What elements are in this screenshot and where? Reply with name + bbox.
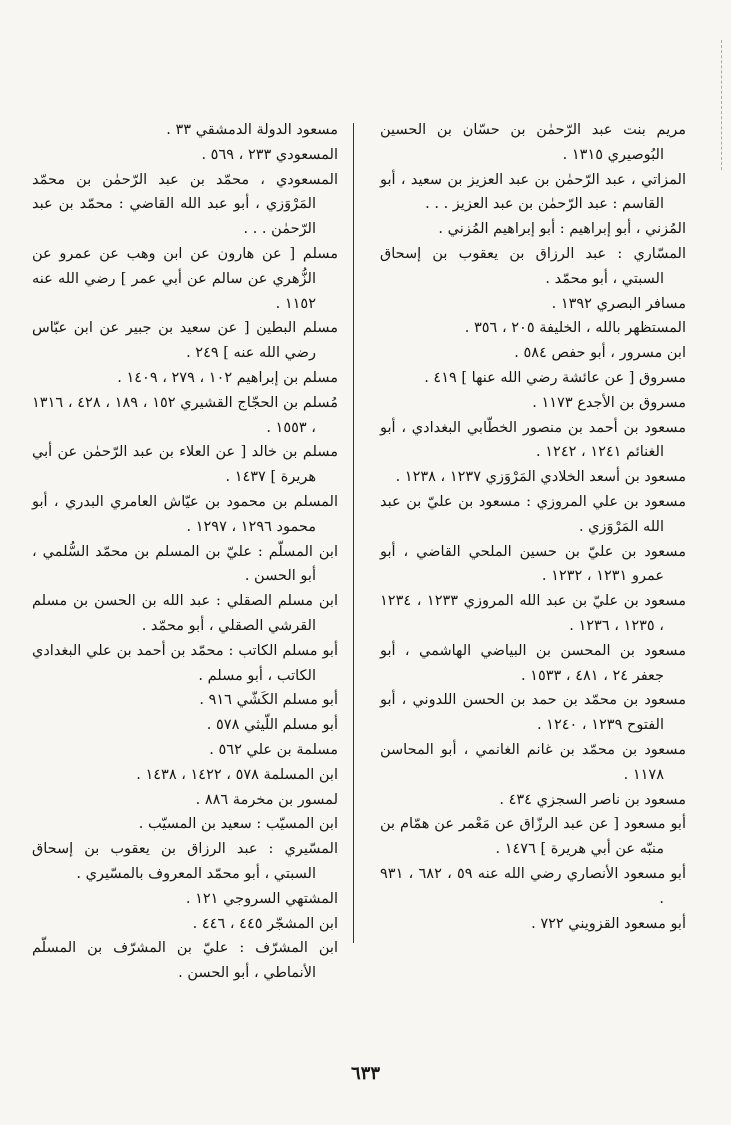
- index-entry: ابن المسلّم : عليّ بن المسلم بن محمّد السُّلمي ، أبو الحسن .: [32, 543, 338, 585]
- index-entry: المسلم بن محمود بن عيّاش العامري البدري ، أبو محمود ١٢٩٦ ، ١٢٩٧ .: [32, 493, 338, 535]
- index-entry: مسعود بن المحسن بن البياضي الهاشمي ، أبو جعفر ٢٤ ، ٤٨١ ، ١٥٣٣ .: [380, 642, 686, 684]
- index-entry: مسعود بن علي المروزي : مسعود بن عليّ بن عبد الله المَرْوَزي .: [380, 493, 686, 535]
- index-entry: لمسور بن مخرمة ٨٨٦ .: [195, 791, 338, 808]
- index-entry: أبو مسلم الكَشّي ٩١٦ .: [199, 692, 338, 709]
- index-entry: مسعود بن أسعد الخلادي المَرْوَزي ١٢٣٧ ، ١٢٣٨ .: [395, 469, 686, 486]
- index-column-right: [380, 118, 686, 936]
- index-entry: المشتهي السروجي ١٢١ .: [185, 890, 338, 907]
- index-entry: المستظهر بالله ، الخليفة ٢٠٥ ، ٣٥٦ .: [464, 320, 686, 337]
- index-entry: مسافر البصري ١٣٩٢ .: [551, 295, 686, 312]
- index-entry: ابن مسرور ، أبو حفص ٥٨٤ .: [514, 345, 686, 362]
- index-column-left: [32, 118, 338, 986]
- index-entry: مسلمة بن علي ٥٦٢ .: [209, 741, 338, 758]
- index-entry: ابن مسلم الصقلي : عبد الله بن الحسن بن مسلم القرشي الصقلي ، أبو محمّد .: [32, 593, 338, 634]
- index-entry: المزاتي ، عبد الرّحمٰن بن عبد العزيز بن سعيد ، أبو القاسم : عبد الرّحمٰن بن عبد العزيز . . .: [380, 171, 686, 213]
- index-entry: أبو مسلم اللّيثي ٥٧٨ .: [206, 717, 338, 734]
- index-entry: مسعود بن ناصر السجزي ٤٣٤ .: [499, 791, 686, 808]
- index-entry: مسعود بن أحمد بن منصور الخطّابي البغدادي ، أبو الغنائم ١٢٤١ ، ١٢٤٢ .: [380, 419, 686, 461]
- index-entry: مسروق [ عن عائشة رضي الله عنها ] ٤١٩ .: [424, 369, 686, 386]
- index-entry: مسلم بن إبراهيم ١٠٢ ، ٢٧٩ ، ١٤٠٩ .: [117, 369, 338, 386]
- scan-edge-mark: [719, 40, 722, 170]
- index-entry: مسلم البطين [ عن سعيد بن جبير عن ابن عبّاس رضي الله عنه ] ٢٤٩ .: [32, 320, 338, 362]
- index-entry: مسعود الدولة الدمشقي ٣٣ .: [166, 122, 338, 138]
- index-entry: ابن المسيّب : سعيد بن المسيّب .: [138, 816, 338, 833]
- index-entry: ابن المسلمة ٥٧٨ ، ١٤٢٢ ، ١٤٣٨ .: [136, 766, 338, 783]
- index-entry: ابن المشجّر ٤٤٥ ، ٤٤٦ .: [192, 915, 338, 932]
- index-entry: مسروق بن الأجدع ١١٧٣ .: [532, 394, 686, 411]
- index-entry: ابن المشرّف : عليّ بن المشرّف بن المسلّم الأنماطي ، أبو الحسن .: [32, 940, 338, 982]
- index-entry: المسّاري : عبد الرزاق بن يعقوب بن إسحاق السبتي ، أبو محمّد .: [380, 245, 686, 287]
- index-entry: مسعود بن محمّد بن حمد بن الحسن اللدوني ، أبو الفتوح ١٢٣٩ ، ١٢٤٠ .: [380, 692, 686, 734]
- index-entry: مُسلم بن الحجّاج القشيري ١٥٢ ، ١٨٩ ، ٤٢٨ ، ١٣١٦ ، ١٥٥٣ .: [32, 394, 338, 436]
- index-entry: مسلم بن خالد [ عن العلاء بن عبد الرّحمٰن عن أبي هريرة ] ١٤٣٧ .: [32, 444, 338, 486]
- page-number: ٦٣٣: [350, 1063, 380, 1084]
- index-entry: أبو مسعود الأنصاري رضي الله عنه ٥٩ ، ٦٨٢ ، ٩٣١ .: [380, 865, 686, 907]
- index-entry: مسعود بن عليّ بن عبد الله المروزي ١٢٣٣ ، ١٢٣٤ ، ١٢٣٥ ، ١٢٣٦ .: [380, 593, 687, 634]
- column-divider: [353, 123, 354, 943]
- index-entry: مسلم [ عن هارون عن ابن وهب عن عمرو عن الزُّهري عن سالم عن أبي عمر ] رضي الله عنه ١١٥٢ .: [32, 245, 338, 312]
- index-entry: مريم بنت عبد الرّحمٰن بن حسّان بن الحسين البُوصيري ١٣١٥ .: [380, 122, 686, 163]
- index-entry: المسعودي ، محمّد بن عبد الرّحمٰن بن محمّد المَرْوَزي ، أبو عبد الله القاضي : محمّد بن عبد الرّحمٰن . . .: [32, 171, 338, 238]
- index-entry: مسعود بن محمّد بن غانم الغانمي ، أبو المحاسن ١١٧٨ .: [380, 741, 686, 783]
- index-entry: المسّيري : عبد الرزاق بن يعقوب بن إسحاق السبتي ، أبو محمّد المعروف بالمسّيري .: [32, 841, 338, 882]
- index-entry: أبو مسلم الكاتب : محمّد بن أحمد بن علي البغدادي الكاتب ، أبو مسلم .: [32, 642, 338, 684]
- index-entry: المُزني ، أبو إبراهيم : أبو إبراهيم المُزني .: [438, 221, 686, 238]
- index-entry: أبو مسعود [ عن عبد الرزّاق عن مَعْمر عن همّام بن منبّه عن أبي هريرة ] ١٤٧٦ .: [380, 816, 686, 858]
- index-entry: المسعودي ٢٣٣ ، ٥٦٩ .: [201, 146, 338, 163]
- index-entry: أبو مسعود القزويني ٧٢٢ .: [531, 915, 686, 932]
- index-entry: مسعود بن عليّ بن حسين الملحي القاضي ، أبو عمرو ١٢٣١ ، ١٢٣٢ .: [380, 543, 686, 585]
